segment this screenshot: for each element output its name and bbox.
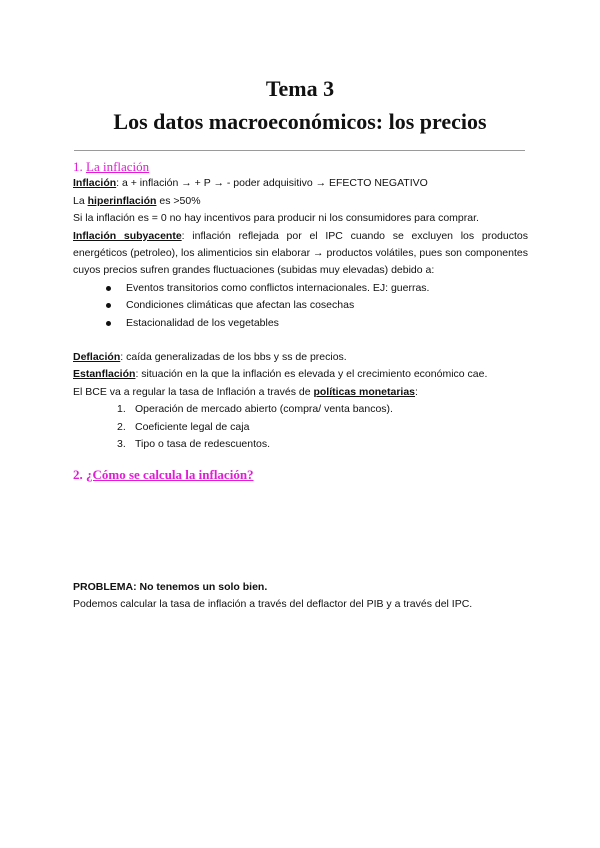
list-number: 3. — [117, 438, 126, 451]
section-2-title: ¿Cómo se calcula la inflación? — [86, 466, 254, 482]
deflacion-term: Deflación — [73, 351, 121, 364]
volatile-causes-list — [73, 280, 528, 332]
list-item — [117, 436, 528, 453]
inflacion-text: : a + inflación → + P → - poder adquisitivo → EFECTO NEGATIVO — [116, 177, 428, 190]
list-text: Operación de mercado abierto (compra/ venta bancos). — [135, 403, 393, 416]
list-item: Eventos transitorios como conflictos internacionales. EJ: guerras. — [106, 280, 528, 297]
section-1-number: 1. — [73, 159, 83, 174]
hiperinflacion-term: hiperinflación — [87, 194, 157, 207]
subyacente-text: : inflación reflejada por el IPC cuando se excluyen los productos energéticos (petroleo), los alimenticios sin elaborar → productos volátiles, pues son componentes cuyos precios sufren grandes fluctuaciones (subidas muy elevadas) debido a: — [73, 229, 528, 277]
zero-inflation-note: Si la inflación es = 0 no hay incentivos para producir ni los consumidores para comprar. — [73, 212, 479, 225]
problema-statement: PROBLEMA: No tenemos un solo bien. — [73, 580, 268, 593]
hiper-text: es >50% — [156, 194, 201, 207]
monetary-policy-list — [73, 401, 528, 453]
page-title-line-1: Tema 3 — [265, 76, 335, 101]
title-divider — [74, 150, 525, 151]
page-title-line-2: Los datos macroeconómicos: los precios — [113, 109, 487, 134]
hiper-prefix: La — [73, 194, 88, 207]
list-item — [117, 401, 528, 418]
estanflacion-definition — [73, 366, 528, 383]
bce-text: El BCE va a regular la tasa de Inflación a través de — [73, 385, 314, 398]
document-body — [73, 158, 528, 614]
list-number: 2. — [117, 420, 126, 433]
section-1-heading — [73, 158, 528, 175]
subyacente-term: Inflación subyacente — [73, 229, 182, 242]
list-text: Coeficiente legal de caja — [135, 420, 250, 433]
deflacion-definition — [73, 349, 528, 366]
list-text: Tipo o tasa de redescuentos. — [135, 438, 271, 451]
list-item: Condiciones climáticas que afectan las cosechas — [106, 297, 528, 314]
subyacente-definition — [73, 228, 528, 280]
section-2-heading — [73, 466, 528, 483]
list-number: 1. — [117, 403, 126, 416]
bce-end: : — [415, 385, 418, 398]
politicas-monetarias-term: políticas monetarias — [313, 385, 416, 398]
estanflacion-text: : situación en la que la inflación es elevada y el crecimiento económico cae. — [135, 368, 488, 381]
list-item: Estacionalidad de los vegetables — [106, 315, 528, 332]
section-2-number: 2. — [73, 466, 83, 482]
estanflacion-term: Estanflación — [73, 368, 136, 381]
section-1-title: La inflación — [86, 159, 150, 174]
list-item — [117, 419, 528, 436]
inflacion-definition — [73, 175, 528, 192]
hiperinflacion-definition — [73, 193, 528, 210]
deflacion-text: : caída generalizadas de los bbs y ss de precios. — [120, 351, 347, 364]
bce-sentence — [73, 384, 528, 401]
problema-explanation: Podemos calcular la tasa de inflación a través del deflactor del PIB y a través del IPC. — [73, 598, 473, 611]
inflacion-term: Inflación — [73, 177, 117, 190]
